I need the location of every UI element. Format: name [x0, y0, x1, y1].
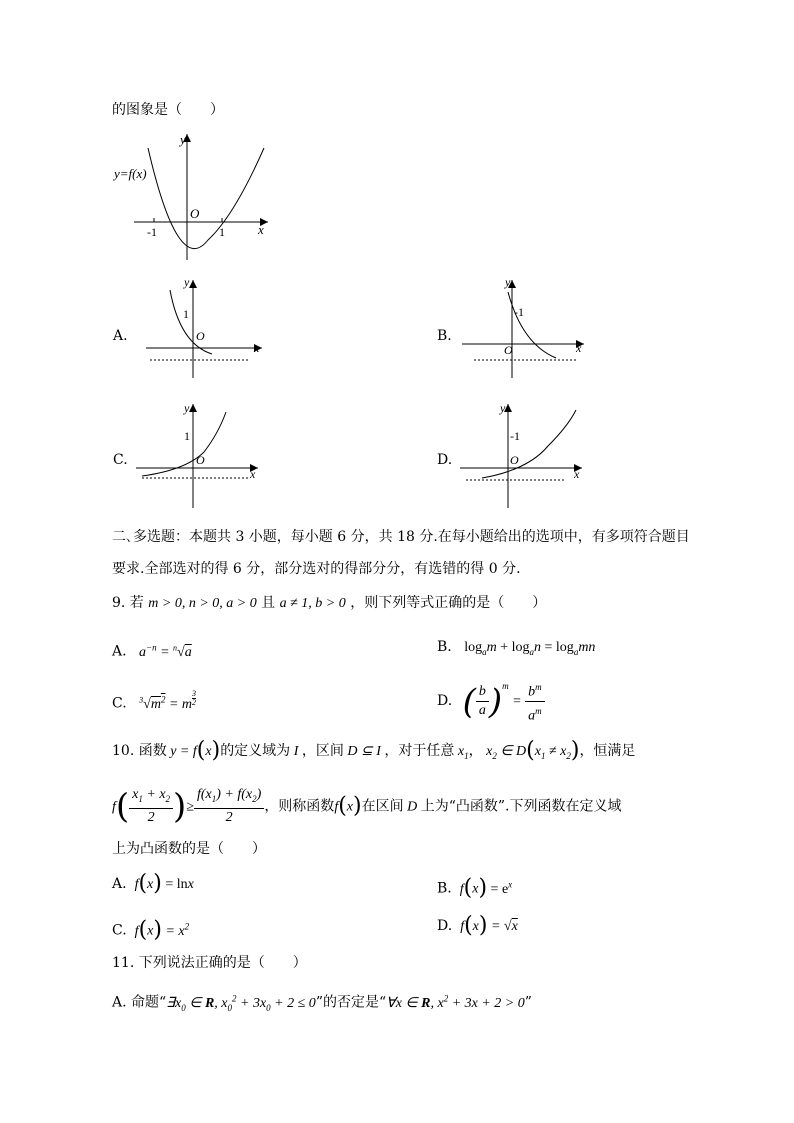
- section2-instruction-line2: 要求.全部选对的得 6 分，部分选对的得部分分，有选错的得 0 分.: [112, 561, 521, 577]
- option-c-letter: C.: [113, 452, 128, 468]
- q9-option-a: A. $a^{-n} = ^n√a$: [112, 642, 192, 660]
- main-function-graph: [108, 128, 278, 268]
- q9-option-c: C. $^3√m^2 = m$ $^{\frac{3}{2}}$: [112, 689, 196, 712]
- section2-instruction-line1: 二､多选题：本题共 3 小题，每小题 6 分，共 18 分.在每小题给出的选项中，有多项符合题目: [112, 529, 690, 545]
- q9-stem: 9. 若 m > 0, n > 0, a > 0 且 a ≠ 1, b > 0 ，则下列等式正确的是（ ）: [112, 595, 547, 611]
- main-tick-1: 1: [219, 225, 225, 239]
- q10-option-c: C. $f(x) = x^2$: [112, 917, 190, 943]
- svg-text:y: y: [184, 275, 190, 289]
- option-b-graph: [456, 274, 592, 384]
- q10-option-b: B. $f(x) = e^x$: [437, 875, 513, 901]
- option-b-letter: B.: [437, 328, 452, 344]
- main-x-label: x: [258, 222, 264, 237]
- main-func-label: y=f(x): [114, 166, 147, 181]
- option-a-letter: A.: [113, 328, 128, 344]
- main-origin: O: [190, 206, 200, 221]
- svg-text:x: x: [250, 467, 256, 481]
- svg-text:y: y: [184, 401, 190, 415]
- option-a-graph: [140, 274, 270, 384]
- svg-text:x: x: [576, 341, 582, 355]
- option-d-graph: [456, 398, 592, 510]
- q9-option-d: D. ( $\frac{b}{a}$ )$^m$ = $\frac{b^m}{a^m}$: [437, 676, 545, 726]
- q8-stem-tail: 的图象是（ ）: [112, 102, 224, 118]
- q10-option-a: A. f(x) = lnx: [112, 871, 194, 896]
- svg-text:O: O: [196, 329, 205, 343]
- svg-text:-1: -1: [514, 305, 524, 319]
- svg-text:-1: -1: [510, 429, 520, 443]
- svg-text:O: O: [196, 453, 205, 467]
- option-d-letter: D.: [437, 452, 453, 468]
- q10-stem-line3: 上为凸函数的是（ ）: [112, 841, 266, 857]
- svg-text:1: 1: [183, 307, 189, 321]
- q10-stem-line2: f( $\frac{x_1 + x_2}{2}$ )≥ $\frac{f(x_1) + f(x_2)}{2}$ ，则称函数f(x)在区间 D 上为“凸函数”.下列函数在定义域: [112, 786, 622, 827]
- svg-text:x: x: [254, 341, 260, 355]
- main-tick-neg1: -1: [147, 225, 157, 239]
- svg-text:O: O: [510, 453, 519, 467]
- svg-text:y: y: [500, 401, 506, 415]
- main-y-label: y: [180, 132, 186, 147]
- q11-stem: 11. 下列说法正确的是（ ）: [112, 955, 307, 971]
- q10-option-d: D. f(x) = √x: [437, 913, 518, 938]
- q10-stem-line1: 10. 函数 y = f(x)的定义域为 I ，区间 D ⊆ I ，对于任意 $x_1$， $x_2$ ∈ $D(x_1 \ne x_2)$，恒满足: [112, 738, 636, 763]
- svg-text:1: 1: [184, 429, 190, 443]
- svg-text:O: O: [504, 343, 513, 357]
- svg-text:x: x: [574, 467, 580, 481]
- option-c-graph: [130, 398, 270, 510]
- q11-option-a: A. 命题“$\exists x_0$ ∈ R, $x_0^2 + 3x_0 + 2 \le 0$”的否定是“∀x ∈ R, $x^2 + 3x + 2 > 0$”: [112, 993, 532, 1013]
- svg-text:y: y: [505, 275, 511, 289]
- q9-option-b: B. $\log_am + \log_an = \log_amn$: [437, 639, 596, 657]
